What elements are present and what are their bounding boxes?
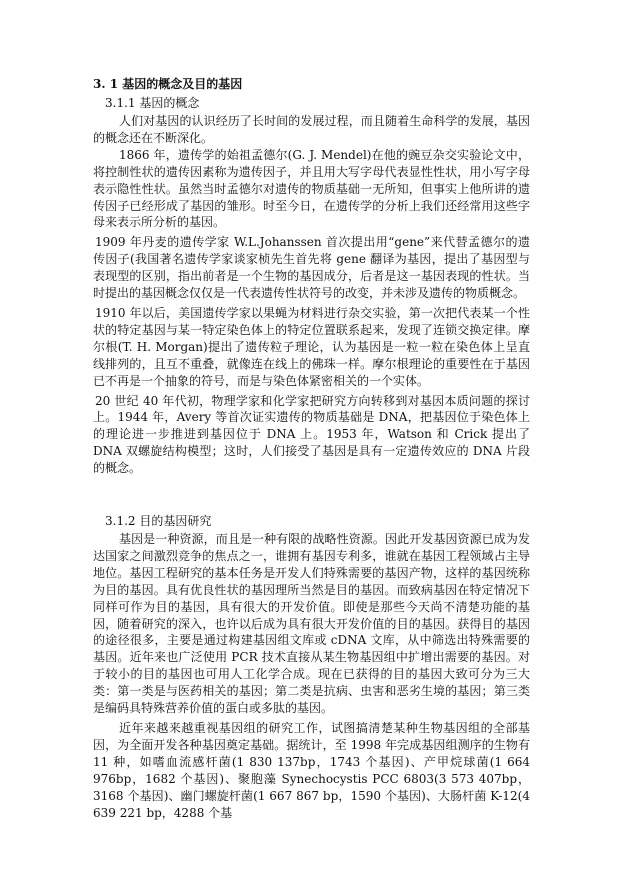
subsection-heading-concept: 3.1.1 基因的概念: [105, 96, 200, 110]
paragraph: 1910 年以后，美国遗传学家以果蝇为材料进行杂交实验，第一次把代表某一个性状的特定基因与某一特定染色体上的特定位置联系起来，发现了连锁交换定律。摩尔根(T. H. Morgan)提出了遗传粒子理论，认为基因是一粒一粒在染色体上呈直线排列的，且互不重叠，就像连在线上的佛珠一样。摩尔根理论的重要性在于基因已不再是一个抽象的符号，而是与染色体紧密相关的一个实体。: [93, 305, 530, 388]
section-title: 1 基因的概念及目的基因: [109, 77, 243, 91]
paragraph: 20 世纪 40 年代初，物理学家和化学家把研究方向转移到对基因本质问题的探讨上。1944 年，Avery 等首次证实遗传的物质基础是 DNA，把基因位于染色体上的理论进一步推进到基因位于 DNA 上。1953 年，Watson 和 Crick 提出了 DNA 双螺旋结构模型；这时，人们接受了基因是具有一定遗传效应的 DNA 片段的概念。: [93, 393, 530, 476]
section-number: 3.: [93, 77, 106, 91]
paragraph: 基因是一种资源，而且是一种有限的战略性资源。因此开发基因资源已成为发达国家之间激烈竞争的焦点之一，谁拥有基因专利多，谁就在基因工程领域占主导地位。基因工程研究的基本任务是开发人们特殊需要的基因产物，这样的基因统称为目的基因。具有优良性状的基因理所当然是目的基因。而致病基因在特定情况下同样可作为目的基因，具有很大的开发价值。即使是那些今天尚不清楚功能的基因，随着研究的深入，也许以后成为具有很大开发价值的目的基因。获得目的基因的途径很多，主要是通过构建基因组文库或 cDNA 文库，从中筛选出特殊需要的基因。近年来也广泛使用 PCR 技术直接从某生物基因组中扩增出需要的基因。对于较小的目的基因也可用人工化学合成。现在已获得的目的基因大致可分为三大类：第一类是与医药相关的基因；第二类是抗病、虫害和恶劣生境的基因；第三类是编码具特殊营养价值的蛋白或多肽的基因。: [93, 532, 530, 716]
paragraph: 人们对基因的认识经历了长时间的发展过程，而且随着生命科学的发展，基因的概念还在不断深化。: [93, 114, 530, 145]
paragraph: 1866 年，遗传学的始祖孟德尔(G. J. Mendel)在他的豌豆杂交实验论文中，将控制性状的遗传因素称为遗传因子，并且用大写字母代表显性性状，用小写字母表示隐性性状。虽然当时孟德尔对遗传的物质基础一无所知，但事实上他所讲的遗传因子已经形成了基因的雏形。时至今日，在遗传学的分析上我们还经常用这些字母来表示所分析的基因。: [93, 147, 530, 230]
paragraph: 近年来越来越重视基因组的研究工作，试图搞清楚某种生物基因组的全部基因，为全面开发各种基因奠定基础。据统计，至 1998 年完成基因组测序的生物有 11 种，如嗜血流感杆菌(1 830 137bp，1743 个基因)、产甲烷球菌(1 664 976bp，1682 个基因)、聚胞藻 Synechocystis PCC 6803(3 573 407bp，3168 个基因)、幽门螺旋杆菌(1 667 867 bp，1590 个基因)、大肠杆菌 K-12(4 639 221 bp，4288 个基: [93, 721, 530, 820]
paragraph: 1909 年丹麦的遗传学家 W.L.Johanssen 首次提出用“gene”来代替孟德尔的遗传因子(我国著名遗传学家谈家桢先生首先将 gene 翻译为基因，提出了基因型与表现型的区别，指出前者是一个生物的基因成分，后者是这一基因表现的性状。当时提出的基因概念仅仅是一代表遗传性状符号的改变，并未涉及遗传的物质概念。: [93, 235, 530, 301]
subsection-heading-target-genes: 3.1.2 目的基因研究: [105, 514, 212, 529]
section-heading: [93, 76, 530, 93]
document-page: [93, 76, 530, 821]
